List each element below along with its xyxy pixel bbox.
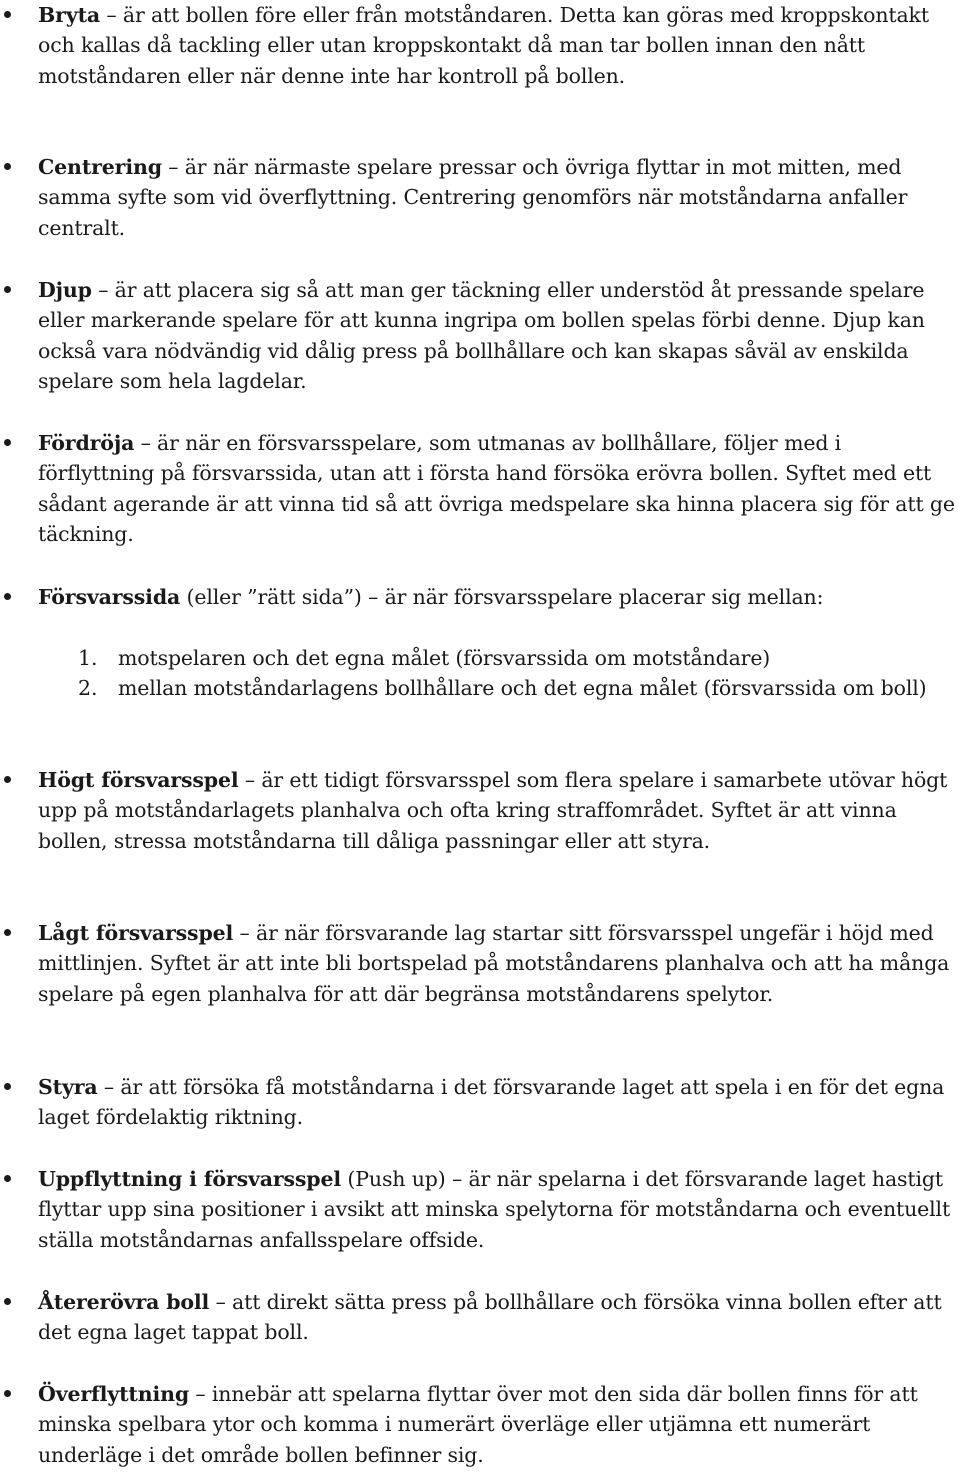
entry-text bbox=[38, 428, 956, 549]
entry-term: Försvarssida bbox=[38, 585, 181, 609]
entry-text bbox=[38, 765, 956, 856]
entry-text bbox=[38, 1164, 956, 1255]
bullet-icon bbox=[4, 1298, 11, 1305]
entry-term: Centrering bbox=[38, 155, 162, 179]
entry-term: Överflyttning bbox=[38, 1382, 190, 1406]
list-item-text: motspelaren och det egna målet (försvarssida om motståndare) bbox=[118, 646, 771, 670]
list-item-text: mellan motståndarlagens bollhållare och det egna målet (försvarssida om boll) bbox=[118, 676, 927, 700]
bullet-icon bbox=[4, 163, 11, 170]
bullet-icon bbox=[4, 1390, 11, 1397]
list-number: 2. bbox=[78, 676, 98, 700]
entry-text bbox=[38, 1287, 956, 1348]
bullet-icon bbox=[4, 776, 11, 783]
entry-definition: – är att försöka få motståndarna i det försvarande laget att spela i en för det egna laget fördelaktig riktning. bbox=[38, 1075, 945, 1130]
entry-definition: – är när försvarande lag startar sitt försvarsspel ungefär i höjd med mittlinjen. Syftet är att inte bli bortspelad på motståndarens planhalva och att ha många spelare på egen planhalva för att där begränsa motståndarens spelytor. bbox=[38, 921, 950, 1006]
entry-term: Styra bbox=[38, 1075, 98, 1099]
bullet-icon bbox=[4, 593, 11, 600]
entry-definition: (eller ”rätt sida”) – är när försvarsspelare placerar sig mellan: bbox=[180, 585, 824, 609]
entry-text bbox=[38, 918, 956, 1009]
entry-text bbox=[38, 0, 956, 91]
entry-text bbox=[38, 1072, 956, 1133]
entry-text bbox=[38, 152, 956, 243]
list-number: 1. bbox=[78, 646, 98, 670]
bullet-icon bbox=[4, 286, 11, 293]
entry-definition: – är när närmaste spelare pressar och övriga flyttar in mot mitten, med samma syfte som vid överflyttning. Centrering genomförs när motståndarna anfaller centralt. bbox=[38, 155, 908, 240]
bullet-icon bbox=[4, 439, 11, 446]
bullet-icon bbox=[4, 929, 11, 936]
entry-definition: – är att placera sig så att man ger täckning eller understöd åt pressande spelare eller markerande spelare för att kunna ingripa om bollen spelas förbi denne. Djup kan också vara nödvändig vid dålig press på bollhållare och kan skapas såväl av enskilda spelare som hela lagdelar. bbox=[38, 278, 925, 393]
bullet-icon bbox=[4, 1175, 11, 1182]
entry-text bbox=[38, 275, 956, 396]
entry-definition: (Push up) – är när spelarna i det försvarande laget hastigt flyttar upp sina positioner i avsikt att minska spelytorna för motståndarna och eventuellt ställa motståndarnas anfallsspelare offside. bbox=[38, 1167, 951, 1252]
entry-definition: – är ett tidigt försvarsspel som flera spelare i samarbete utövar högt upp på motståndarlagets planhalva och ofta kring straffområdet. Syftet är att vinna bollen, stressa motståndarna till dåliga passningar eller att styra. bbox=[38, 768, 948, 853]
entry-term: Högt försvarsspel bbox=[38, 768, 239, 792]
entry-term: Djup bbox=[38, 278, 92, 302]
entry-text bbox=[38, 1379, 956, 1470]
bullet-icon bbox=[4, 1083, 11, 1090]
bullet-icon bbox=[4, 11, 11, 18]
entry-definition: – att direkt sätta press på bollhållare och försöka vinna bollen efter att det egna laget tappat boll. bbox=[38, 1290, 942, 1345]
entry-term: Uppflyttning i försvarsspel bbox=[38, 1167, 342, 1191]
entry-definition: – är när en försvarsspelare, som utmanas av bollhållare, följer med i förflyttning på försvarssida, utan att i första hand försöka erövra bollen. Syftet med ett sådant agerande är att vinna tid så att övriga medspelare ska hinna placera sig för att ge täckning. bbox=[38, 431, 955, 546]
entry-term: Fördröja bbox=[38, 431, 135, 455]
entry-definition: – är att bollen före eller från motståndaren. Detta kan göras med kroppskontakt och kallas då tackling eller utan kroppskontakt då man tar bollen innan den nått motståndaren eller när denne inte har kontroll på bollen. bbox=[38, 3, 929, 88]
entry-text bbox=[38, 582, 956, 612]
entry-term: Bryta bbox=[38, 3, 101, 27]
entry-term: Återerövra boll bbox=[38, 1290, 210, 1314]
entry-definition: – innebär att spelarna flyttar över mot den sida där bollen finns för att minska spelbara ytor och komma i numerärt överläge eller utjämna ett numerärt underläge i det område bollen befinner sig. bbox=[38, 1382, 918, 1467]
entry-term: Lågt försvarsspel bbox=[38, 921, 234, 945]
